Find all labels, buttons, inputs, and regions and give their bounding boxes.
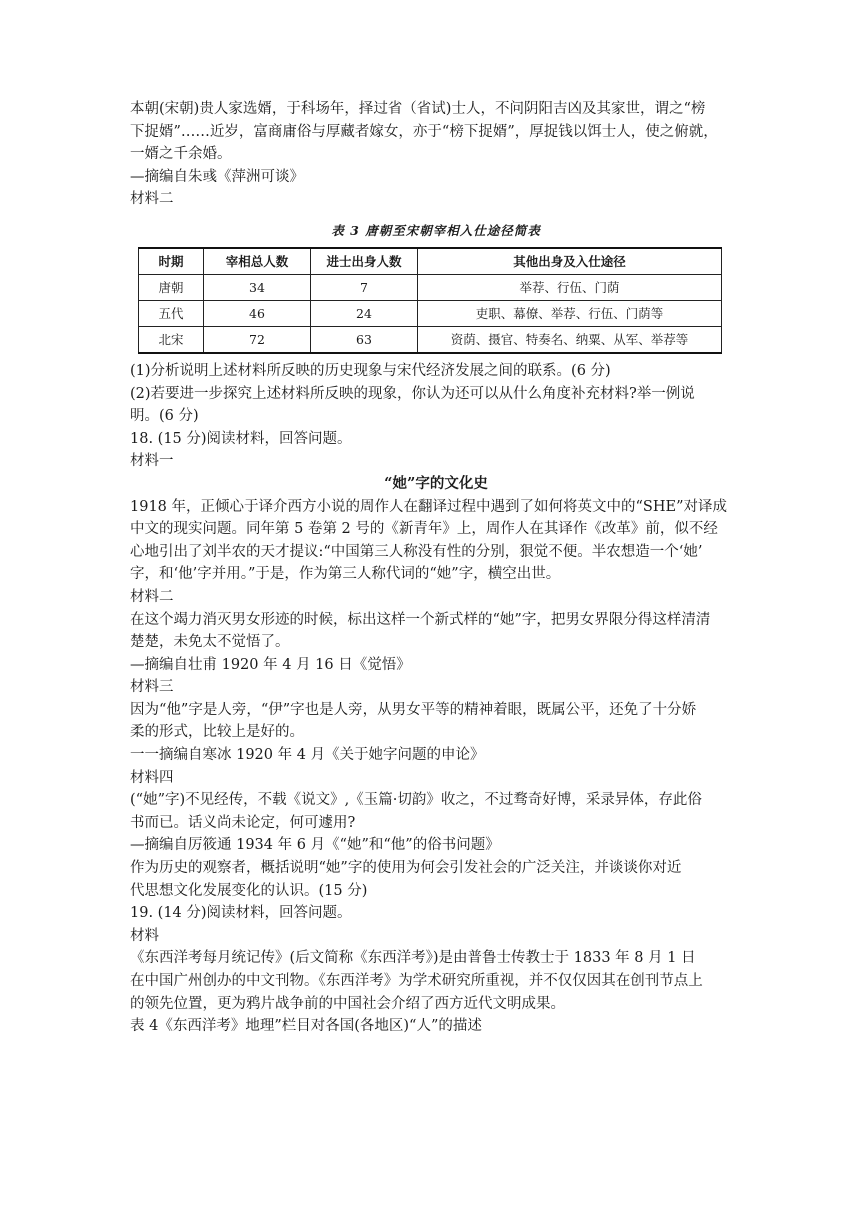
table-cell: 24	[311, 300, 418, 326]
table-cell: 北宋	[139, 326, 204, 353]
material-label: 材料三	[130, 679, 174, 696]
material-label: 材料一	[130, 453, 174, 470]
source-citation: —摘编自壮甫 1920 年 4 月 16 日《觉悟》	[130, 656, 411, 673]
material-label: 材料	[130, 927, 159, 944]
excerpt-block-1	[130, 98, 742, 211]
text-line: 下捉婿”……近岁，富商庸俗与厚藏者嫁女，亦于“榜下捉婿”，厚捉钱以饵士人，使之俯就，	[130, 123, 718, 140]
table-caption: 表 3 唐朝至宋朝宰相入仕途径简表	[331, 222, 541, 238]
chancellor-table	[138, 247, 722, 354]
table-header-row	[139, 248, 722, 275]
excerpt-block-2	[130, 496, 742, 1038]
table-header-cell: 其他出身及入仕途径	[418, 248, 722, 275]
questions-block	[130, 360, 742, 473]
question-heading: 19. (14 分)阅读材料，回答问题。	[130, 905, 352, 922]
source-citation: 一一摘编自寒冰 1920 年 4 月《关于她字问题的申论》	[130, 747, 485, 764]
table-cell: 72	[204, 326, 311, 353]
text-line: 《东西洋考每月统记传》(后文简称《东西洋考》)是由普鲁士传教士于 1833 年 8 月 1 日	[130, 950, 696, 967]
text-line: 楚楚，未免太不觉悟了。	[130, 634, 290, 651]
table-cell: 五代	[139, 300, 204, 326]
question-text: 明。(6 分)	[130, 408, 199, 425]
question-text: 代思想文化发展变化的认识。(15 分)	[130, 882, 368, 899]
question-text: (2)若要进一步探究上述材料所反映的现象，你认为还可以从什么角度补充材料?举一例说	[130, 385, 695, 402]
table-row	[139, 274, 722, 300]
text-line: 字，和‘他’字并用。”于是，作为第三人称代词的“她”字，横空出世。	[130, 566, 561, 583]
table-cell: 吏职、幕僚、举荐、行伍、门荫等	[418, 300, 722, 326]
material-label: 材料二	[130, 588, 174, 605]
table-cell: 63	[311, 326, 418, 353]
material-label: 材料四	[130, 769, 174, 786]
table-row	[139, 300, 722, 326]
material-label: 材料二	[130, 191, 174, 208]
text-line: 中文的现实问题。同年第 5 卷第 2 号的《新青年》上，周作人在其译作《改革》前，似不经	[130, 521, 718, 538]
text-line: 本朝(宋朝)贵人家选婿，于科场年，择过省（省试)士人，不问阴阳吉凶及其家世，谓之“榜	[130, 101, 706, 117]
question-text: 作为历史的观察者，概括说明“她”字的使用为何会引发社会的广泛关注，并谈谈你对近	[130, 860, 682, 877]
table-header-cell: 进士出身人数	[311, 248, 418, 275]
text-line: 柔的形式，比较上是好的。	[130, 724, 304, 741]
table-cell: 7	[311, 274, 418, 300]
text-line: 心地引出了刘半农的天才提议:“中国第三人称没有性的分别，狠觉不便。半农想造一个‘她’	[130, 543, 703, 560]
text-line: 1918 年，正倾心于译介西方小说的周作人在翻译过程中遇到了如何将英文中的“SHE”对译成	[130, 498, 727, 515]
text-line: 一婿之千余婚。	[130, 146, 232, 163]
text-line: 书而已。话义尚未论定，何可遽用?	[130, 814, 356, 831]
text-line: 在这个竭力消灭男女形迹的时候，标出这样一个新式样的“她”字，把男女界限分得这样清清	[130, 611, 711, 628]
table-header-cell: 宰相总人数	[204, 248, 311, 275]
question-text: (1)分析说明上述材料所反映的历史现象与宋代经济发展之间的联系。(6 分)	[130, 362, 611, 379]
table-title: 表 4《东西洋考》地理”栏目对各国(各地区)“人”的描述	[130, 1018, 482, 1035]
source-citation: —摘编自朱彧《萍洲可谈》	[130, 168, 304, 185]
text-line: (“她”字)不见经传，不载《说文》,《玉篇·切韵》收之，不过骛奇好博，采录异体，存此俗	[130, 792, 702, 809]
table-row	[139, 326, 722, 353]
text-line: 因为“他”字是人旁，“伊”字也是人旁，从男女平等的精神着眼，既属公平，还免了十分娇	[130, 701, 697, 718]
table-cell: 46	[204, 300, 311, 326]
table-header-cell: 时期	[139, 248, 204, 275]
table-cell: 资荫、摄官、特奏名、纳粟、从军、举荐等	[418, 326, 722, 353]
text-line: 的领先位置，更为鸦片战争前的中国社会介绍了西方近代文明成果。	[130, 995, 565, 1012]
text-line: 在中国广州创办的中文刊物。《东西洋考》为学术研究所重视，并不仅仅因其在创刊节点上	[130, 973, 703, 989]
question-heading: 18. (15 分)阅读材料，回答问题。	[130, 430, 352, 447]
document-page	[130, 98, 742, 1038]
table-cell: 唐朝	[139, 274, 204, 300]
table-cell: 举荐、行伍、门荫	[418, 274, 722, 300]
source-citation: —摘编自厉筱通 1934 年 6 月《“她”和“他”的俗书问题》	[130, 837, 500, 854]
section-title: “她”字的文化史	[384, 474, 488, 492]
table-cell: 34	[204, 274, 311, 300]
